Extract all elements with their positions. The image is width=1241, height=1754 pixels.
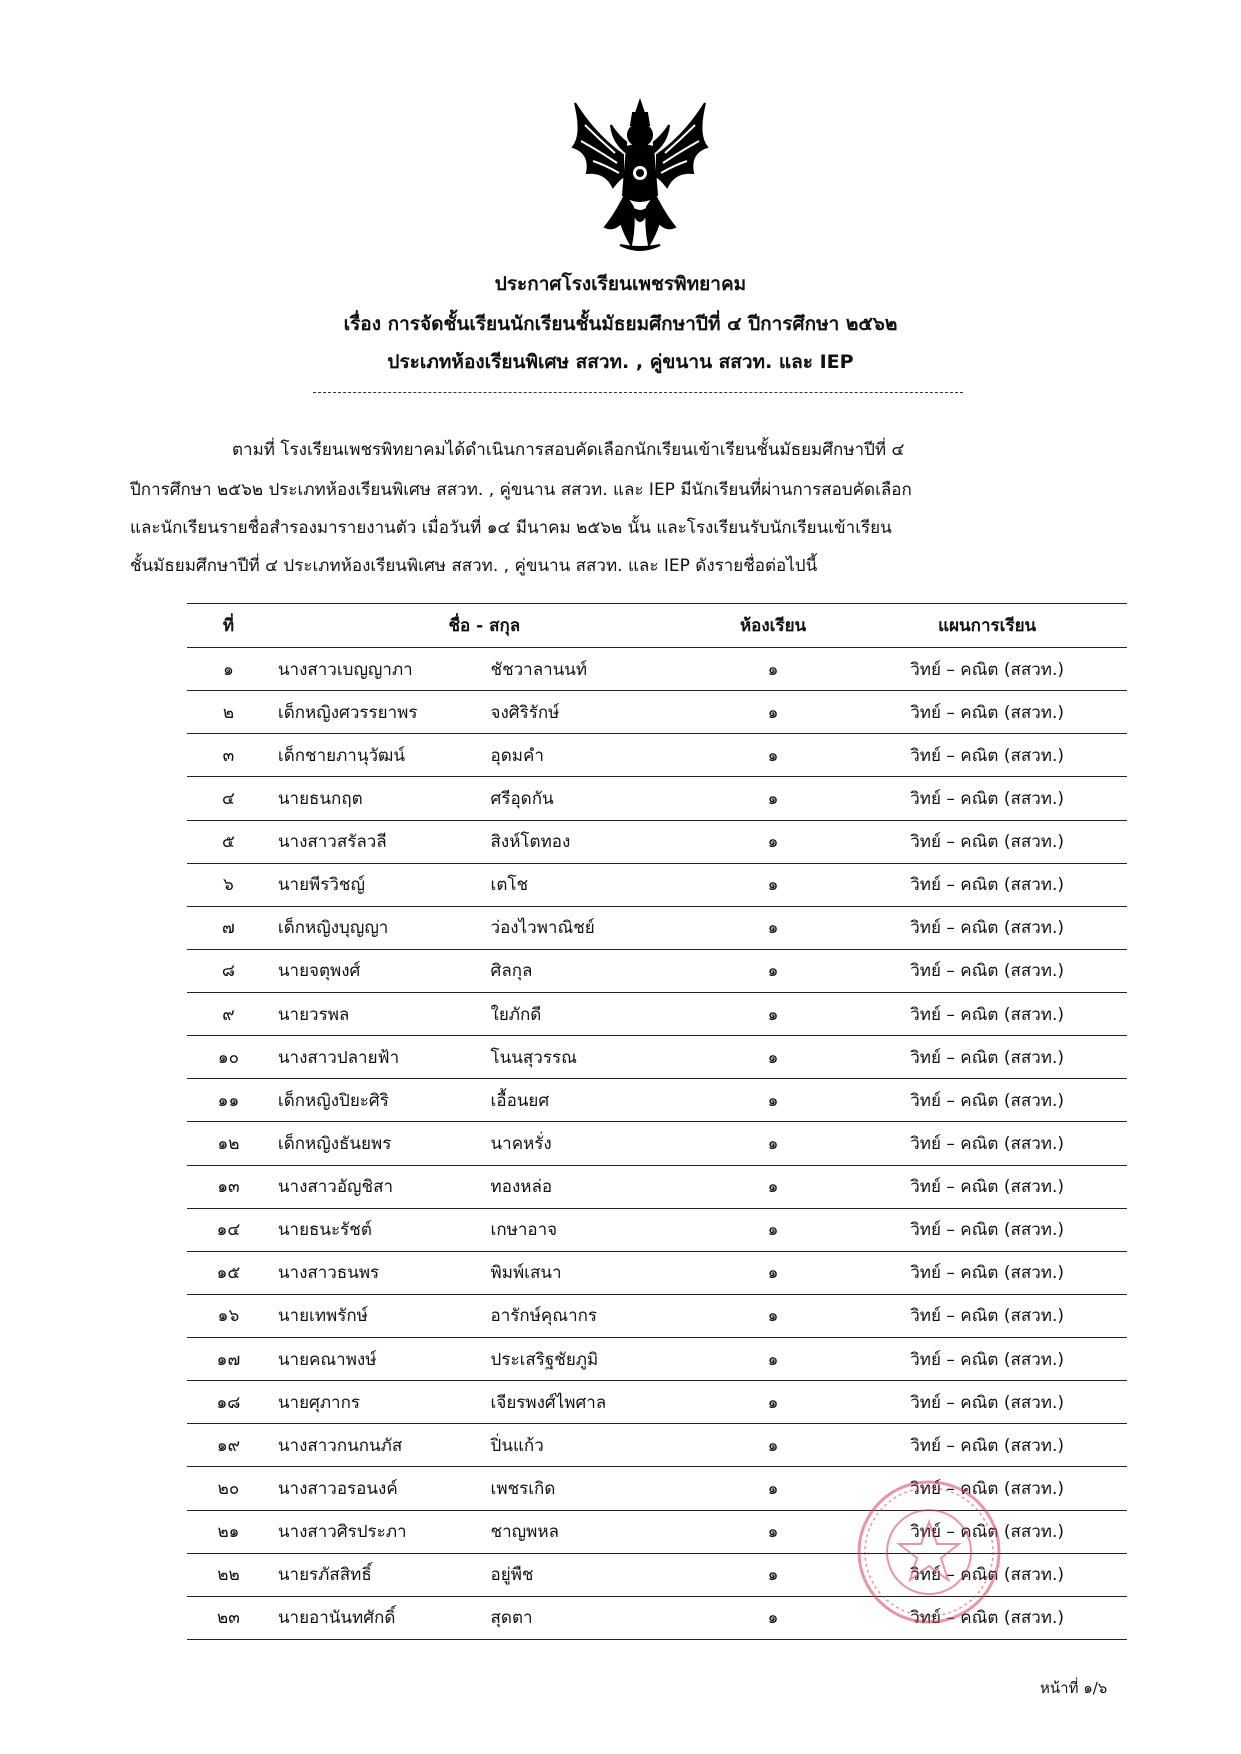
- cell-room: ๑: [699, 820, 847, 863]
- cell-no: ๑๘: [187, 1381, 270, 1424]
- cell-no: ๑๑: [187, 1079, 270, 1122]
- cell-plan: วิทย์ – คณิต (สสวท.): [847, 691, 1127, 734]
- header-divider: [313, 392, 963, 393]
- table-row: [187, 1251, 1127, 1294]
- cell-last-name: ว่องไวพาณิชย์: [491, 906, 699, 949]
- cell-first-name: นางสาวเบญญาภา: [270, 648, 491, 691]
- cell-plan: วิทย์ – คณิต (สสวท.): [847, 1467, 1127, 1510]
- cell-last-name: เพชรเกิด: [491, 1467, 699, 1510]
- table-row: [187, 734, 1127, 777]
- table-row: [187, 949, 1127, 992]
- cell-first-name: นางสาวธนพร: [270, 1251, 491, 1294]
- cell-plan: วิทย์ – คณิต (สสวท.): [847, 1079, 1127, 1122]
- cell-no: ๒: [187, 691, 270, 734]
- announcement-title: ประกาศโรงเรียนเพชรพิทยาคม: [494, 273, 747, 295]
- cell-first-name: นายเทพรักษ์: [270, 1294, 491, 1337]
- cell-no: ๗: [187, 906, 270, 949]
- cell-room: ๑: [699, 906, 847, 949]
- cell-no: ๑๒: [187, 1122, 270, 1165]
- garuda-emblem-icon: [565, 95, 715, 260]
- cell-last-name: ชัชวาลานนท์: [491, 648, 699, 691]
- cell-plan: วิทย์ – คณิต (สสวท.): [847, 1165, 1127, 1208]
- cell-last-name: เอื้อนยศ: [491, 1079, 699, 1122]
- cell-room: ๑: [699, 1338, 847, 1381]
- cell-no: ๒๐: [187, 1467, 270, 1510]
- cell-plan: วิทย์ – คณิต (สสวท.): [847, 734, 1127, 777]
- cell-last-name: เกษาอาจ: [491, 1208, 699, 1251]
- cell-plan: วิทย์ – คณิต (สสวท.): [847, 1510, 1127, 1553]
- cell-plan: วิทย์ – คณิต (สสวท.): [847, 1338, 1127, 1381]
- cell-no: ๑๔: [187, 1208, 270, 1251]
- cell-last-name: โนนสุวรรณ: [491, 1036, 699, 1079]
- cell-last-name: สิงห์โตทอง: [491, 820, 699, 863]
- announcement-category: ประเภทห้องเรียนพิเศษ สสวท. , คู่ขนาน สสวท. และ IEP: [387, 351, 854, 373]
- cell-no: ๒๑: [187, 1510, 270, 1553]
- cell-first-name: เด็กหญิงปิยะศิริ: [270, 1079, 491, 1122]
- cell-no: ๙: [187, 993, 270, 1036]
- cell-no: ๑๗: [187, 1338, 270, 1381]
- page-number: หน้าที่ ๑/๖: [1040, 1679, 1108, 1697]
- table-row: [187, 777, 1127, 820]
- intro-paragraph-line-2: ปีการศึกษา ๒๕๖๒ ประเภทห้องเรียนพิเศษ สสวท. , คู่ขนาน สสวท. และ IEP มีนักเรียนที่ผ่านการสอบคัดเลือก: [130, 480, 912, 500]
- cell-room: ๑: [699, 1294, 847, 1337]
- cell-last-name: สุดตา: [491, 1596, 699, 1639]
- cell-plan: วิทย์ – คณิต (สสวท.): [847, 648, 1127, 691]
- cell-first-name: นายวรพล: [270, 993, 491, 1036]
- cell-room: ๑: [699, 993, 847, 1036]
- cell-no: ๕: [187, 820, 270, 863]
- cell-room: ๑: [699, 1381, 847, 1424]
- cell-first-name: นายธนะรัชต์: [270, 1208, 491, 1251]
- cell-room: ๑: [699, 1079, 847, 1122]
- cell-plan: วิทย์ – คณิต (สสวท.): [847, 1424, 1127, 1467]
- cell-last-name: เจียรพงศ์ไพศาล: [491, 1381, 699, 1424]
- cell-last-name: อยู่พืช: [491, 1553, 699, 1596]
- cell-no: ๓: [187, 734, 270, 777]
- cell-first-name: เด็กหญิงศวรรยาพร: [270, 691, 491, 734]
- cell-plan: วิทย์ – คณิต (สสวท.): [847, 1381, 1127, 1424]
- cell-no: ๒๓: [187, 1596, 270, 1639]
- cell-no: ๔: [187, 777, 270, 820]
- cell-plan: วิทย์ – คณิต (สสวท.): [847, 1294, 1127, 1337]
- table-row: [187, 1381, 1127, 1424]
- table-row: [187, 820, 1127, 863]
- cell-last-name: อุดมคำ: [491, 734, 699, 777]
- cell-room: ๑: [699, 1510, 847, 1553]
- cell-first-name: เด็กหญิงธันยพร: [270, 1122, 491, 1165]
- cell-no: ๑๓: [187, 1165, 270, 1208]
- table-row: [187, 1294, 1127, 1337]
- cell-room: ๑: [699, 1596, 847, 1639]
- cell-last-name: นาคหรั่ง: [491, 1122, 699, 1165]
- intro-paragraph-line-4: ชั้นมัธยมศึกษาปีที่ ๔ ประเภทห้องเรียนพิเศษ สสวท. , คู่ขนาน สสวท. และ IEP ดังรายชื่อต่อไปนี้: [130, 556, 818, 576]
- announcement-subject: เรื่อง การจัดชั้นเรียนนักเรียนชั้นมัธยมศึกษาปีที่ ๔ ปีการศึกษา ๒๕๖๒: [343, 313, 898, 335]
- cell-last-name: ศิลกุล: [491, 949, 699, 992]
- table-row: [187, 1424, 1127, 1467]
- cell-no: ๖: [187, 863, 270, 906]
- cell-last-name: จงศิริรักษ์: [491, 691, 699, 734]
- column-header-no: ที่: [187, 604, 270, 648]
- table-row: [187, 1338, 1127, 1381]
- cell-room: ๑: [699, 648, 847, 691]
- cell-last-name: ประเสริฐชัยภูมิ: [491, 1338, 699, 1381]
- cell-room: ๑: [699, 949, 847, 992]
- cell-plan: วิทย์ – คณิต (สสวท.): [847, 949, 1127, 992]
- cell-first-name: นายธนกฤต: [270, 777, 491, 820]
- column-header-plan: แผนการเรียน: [847, 604, 1127, 648]
- cell-first-name: นางสาวอรอนงค์: [270, 1467, 491, 1510]
- cell-plan: วิทย์ – คณิต (สสวท.): [847, 993, 1127, 1036]
- column-header-name: ชื่อ - สกุล: [270, 604, 699, 648]
- cell-first-name: นางสาวศิรประภา: [270, 1510, 491, 1553]
- cell-no: ๑๖: [187, 1294, 270, 1337]
- cell-last-name: ชาญพหล: [491, 1510, 699, 1553]
- cell-first-name: นางสาวปลายฟ้า: [270, 1036, 491, 1079]
- cell-plan: วิทย์ – คณิต (สสวท.): [847, 1122, 1127, 1165]
- cell-no: ๑๐: [187, 1036, 270, 1079]
- cell-room: ๑: [699, 1467, 847, 1510]
- cell-room: ๑: [699, 1424, 847, 1467]
- cell-plan: วิทย์ – คณิต (สสวท.): [847, 1036, 1127, 1079]
- cell-plan: วิทย์ – คณิต (สสวท.): [847, 863, 1127, 906]
- table-row: [187, 1165, 1127, 1208]
- table-row: [187, 993, 1127, 1036]
- table-row: [187, 691, 1127, 734]
- table-row: [187, 1036, 1127, 1079]
- table-row: [187, 1122, 1127, 1165]
- cell-room: ๑: [699, 691, 847, 734]
- cell-last-name: ใยภักดี: [491, 993, 699, 1036]
- cell-last-name: ทองหล่อ: [491, 1165, 699, 1208]
- table-row: [187, 1208, 1127, 1251]
- school-seal-stamp-icon: [855, 1478, 1003, 1626]
- cell-last-name: พิมพ์เสนา: [491, 1251, 699, 1294]
- cell-first-name: นายคณาพงษ์: [270, 1338, 491, 1381]
- cell-room: ๑: [699, 777, 847, 820]
- cell-room: ๑: [699, 1553, 847, 1596]
- cell-first-name: นายจตุพงศ์: [270, 949, 491, 992]
- cell-first-name: นายรภัสสิทธิ์: [270, 1553, 491, 1596]
- cell-plan: วิทย์ – คณิต (สสวท.): [847, 1596, 1127, 1639]
- cell-last-name: ศรีอุดกัน: [491, 777, 699, 820]
- cell-no: ๑๙: [187, 1424, 270, 1467]
- cell-first-name: นายอานันทศักดิ์: [270, 1596, 491, 1639]
- cell-room: ๑: [699, 1036, 847, 1079]
- table-row: [187, 906, 1127, 949]
- cell-no: ๒๒: [187, 1553, 270, 1596]
- intro-paragraph-line-1: ตามที่ โรงเรียนเพชรพิทยาคมได้ดำเนินการสอบคัดเลือกนักเรียนเข้าเรียนชั้นมัธยมศึกษาปีที่ ๔: [232, 440, 905, 460]
- cell-first-name: เด็กชายภานุวัฒน์: [270, 734, 491, 777]
- cell-first-name: นายศุภากร: [270, 1381, 491, 1424]
- table-row: [187, 863, 1127, 906]
- cell-first-name: เด็กหญิงบุญญา: [270, 906, 491, 949]
- cell-last-name: เตโช: [491, 863, 699, 906]
- cell-no: ๘: [187, 949, 270, 992]
- column-header-room: ห้องเรียน: [699, 604, 847, 648]
- cell-plan: วิทย์ – คณิต (สสวท.): [847, 777, 1127, 820]
- cell-no: ๑๕: [187, 1251, 270, 1294]
- table-row: [187, 1079, 1127, 1122]
- cell-last-name: ปิ่นแก้ว: [491, 1424, 699, 1467]
- cell-room: ๑: [699, 1251, 847, 1294]
- cell-plan: วิทย์ – คณิต (สสวท.): [847, 1553, 1127, 1596]
- cell-room: ๑: [699, 1208, 847, 1251]
- cell-room: ๑: [699, 734, 847, 777]
- cell-room: ๑: [699, 1165, 847, 1208]
- table-row: [187, 648, 1127, 691]
- cell-plan: วิทย์ – คณิต (สสวท.): [847, 1251, 1127, 1294]
- cell-no: ๑: [187, 648, 270, 691]
- cell-plan: วิทย์ – คณิต (สสวท.): [847, 820, 1127, 863]
- cell-room: ๑: [699, 1122, 847, 1165]
- cell-first-name: นางสาวอัญชิสา: [270, 1165, 491, 1208]
- cell-last-name: อารักษ์คุณากร: [491, 1294, 699, 1337]
- table-header-row: [187, 604, 1127, 648]
- cell-plan: วิทย์ – คณิต (สสวท.): [847, 1208, 1127, 1251]
- cell-first-name: นางสาวกนกนภัส: [270, 1424, 491, 1467]
- cell-first-name: นายพีรวิชญ์: [270, 863, 491, 906]
- cell-first-name: นางสาวสรัลวลี: [270, 820, 491, 863]
- cell-room: ๑: [699, 863, 847, 906]
- cell-plan: วิทย์ – คณิต (สสวท.): [847, 906, 1127, 949]
- intro-paragraph-line-3: และนักเรียนรายชื่อสำรองมารายงานตัว เมื่อวันที่ ๑๔ มีนาคม ๒๕๖๒ นั้น และโรงเรียนรับนักเรียนเข้าเรียน: [130, 518, 892, 538]
